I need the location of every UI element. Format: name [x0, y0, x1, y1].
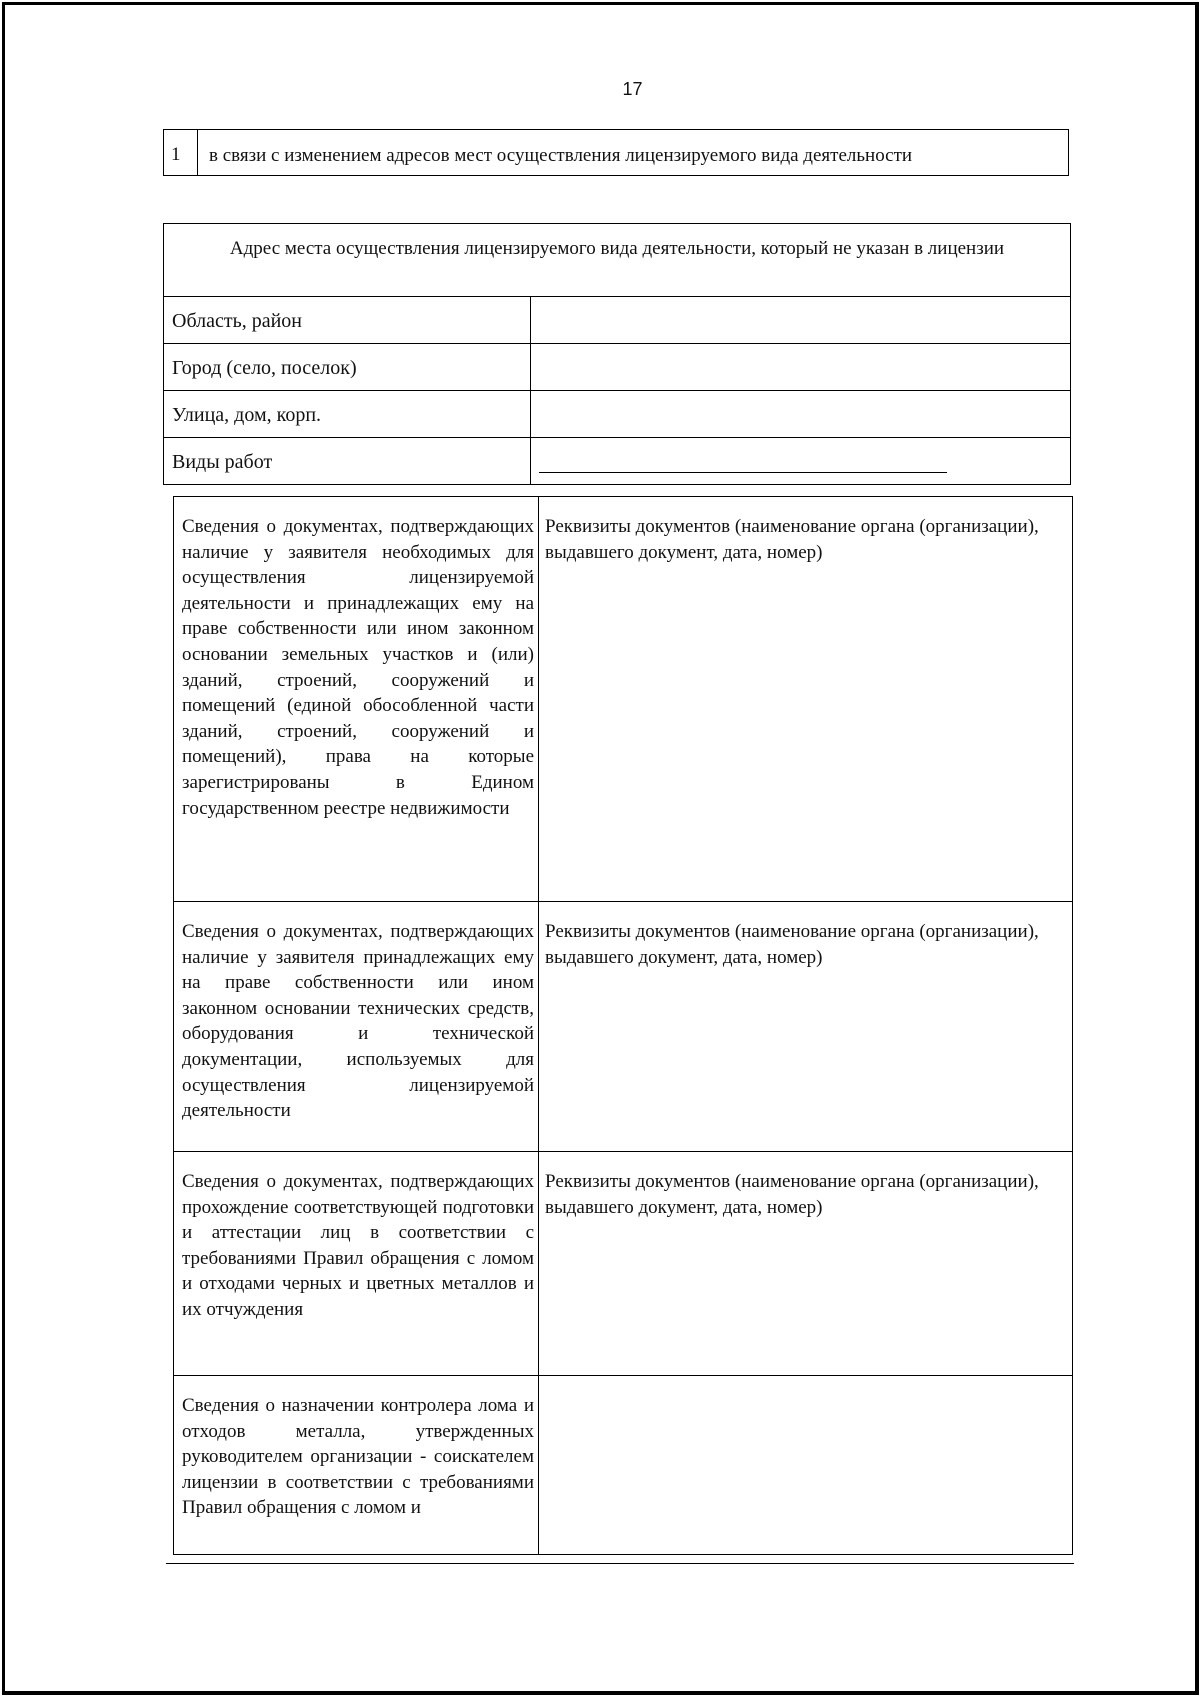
address-value-field[interactable]	[531, 438, 1070, 484]
address-label: Улица, дом, корп.	[164, 391, 531, 437]
documents-row-details-field[interactable]: Реквизиты документов (наименование органа (организации), выдавшего документ, дата, номер)	[545, 921, 1039, 968]
address-value-field[interactable]	[531, 391, 1070, 437]
bottom-rule	[166, 1563, 1074, 1564]
documents-row-details-field[interactable]	[539, 1376, 1072, 1554]
documents-row	[174, 1376, 1072, 1554]
documents-row	[174, 497, 1072, 902]
documents-row-description: Сведения о документах, подтверждающих наличие у заявителя принадлежащих ему на праве собственности или ином законном основании технических средств, оборудования и технической документации, используемых для осуществления лицензируемой деятельности	[174, 902, 539, 1151]
address-label: Область, район	[164, 297, 531, 343]
section-number: 1	[164, 130, 198, 175]
section-header-table	[163, 129, 1069, 176]
address-value-field[interactable]	[531, 344, 1070, 390]
documents-row	[174, 1152, 1072, 1376]
address-row-work-types	[164, 438, 1070, 484]
address-label: Виды работ	[164, 438, 531, 484]
fill-in-underline	[539, 472, 947, 473]
address-row-region	[164, 297, 1070, 344]
address-value-field[interactable]	[531, 297, 1070, 343]
address-table-title: Адрес места осуществления лицензируемого вида деятельности, который не указан в лицензии	[164, 224, 1070, 297]
documents-row-description: Сведения о документах, подтверждающих прохождение соответствующей подготовки и аттестации лиц в соответствии с требованиями Правил обращения с ломом и отходами черных и цветных металлов и их отчуждения	[174, 1152, 539, 1375]
section-title: в связи с изменением адресов мест осуществления лицензируемого вида деятельности	[209, 145, 913, 166]
page-number: 17	[622, 79, 643, 99]
address-label: Город (село, поселок)	[164, 344, 531, 390]
address-table	[163, 223, 1071, 485]
address-row-city	[164, 344, 1070, 391]
documents-table	[173, 496, 1073, 1555]
documents-row-description: Сведения о назначении контролера лома и отходов металла, утвержденных руководителем организации - соискателем лицензии в соответствии с требованиями Правил обращения с ломом и	[174, 1376, 539, 1554]
address-row-street	[164, 391, 1070, 438]
documents-row-description: Сведения о документах, подтверждающих наличие у заявителя необходимых для осуществления лицензируемой деятельности и принадлежащих ему на праве собственности или ином законном основании земельных участков и (или) зданий, строений, сооружений и помещений (единой обособленной части зданий, строений, сооружений и помещений), права на которые зарегистрированы в Едином государственном реестре недвижимости	[174, 497, 539, 901]
documents-row	[174, 902, 1072, 1152]
documents-row-details-field[interactable]: Реквизиты документов (наименование органа (организации), выдавшего документ, дата, номер)	[545, 516, 1039, 563]
documents-row-details-field[interactable]: Реквизиты документов (наименование органа (организации), выдавшего документ, дата, номер)	[545, 1171, 1039, 1218]
